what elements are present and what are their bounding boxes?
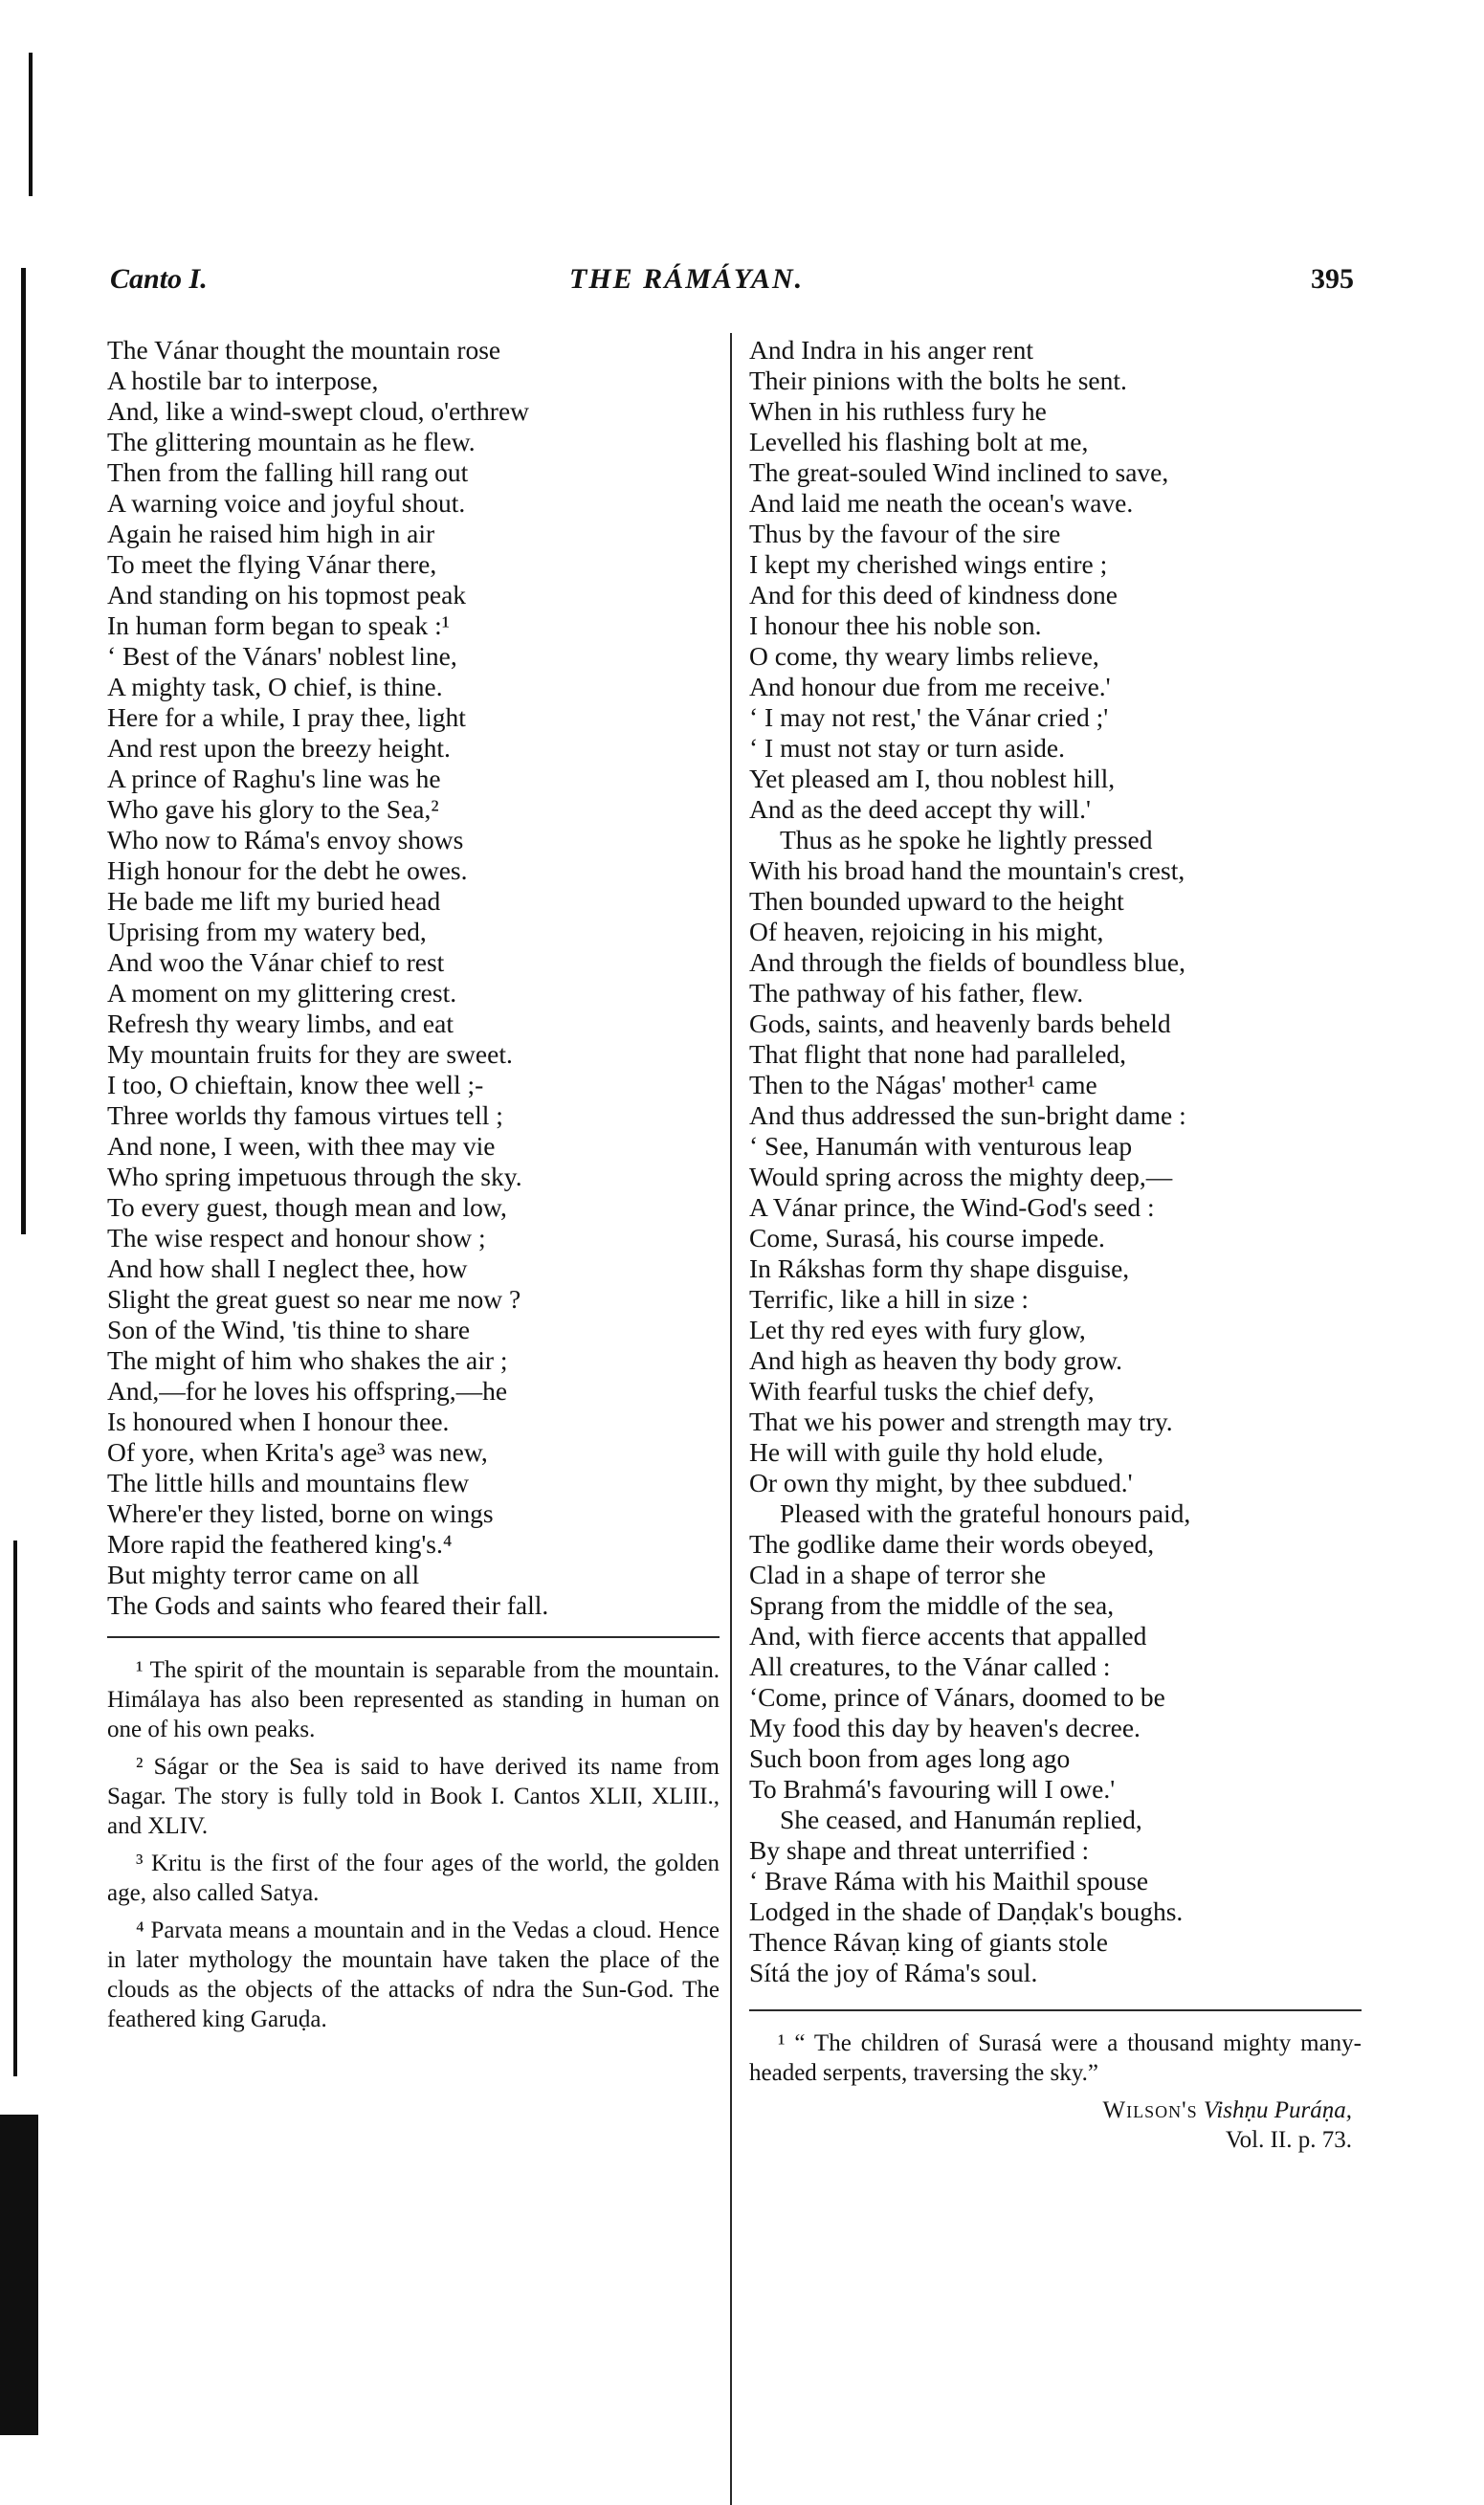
verse-line: That flight that none had paralleled, <box>749 1039 1127 1069</box>
verse-line: Pleased with the grateful honours paid, <box>780 1498 1191 1528</box>
verse-line: Here for a while, I pray thee, light <box>107 702 466 732</box>
verse-line: And Indra in his anger rent <box>749 335 1034 365</box>
verse-line: The great-souled Wind inclined to save, <box>749 457 1169 487</box>
verse-line: When in his ruthless fury he <box>749 396 1047 426</box>
verse-line: And laid me neath the ocean's wave. <box>749 488 1134 518</box>
verse-line: A prince of Raghu's line was he <box>107 764 441 793</box>
verse-line: More rapid the feathered king's.⁴ <box>107 1529 453 1559</box>
verse-line: In Rákshas form thy shape disguise, <box>749 1253 1130 1283</box>
verse-line: I kept my cherished wings entire ; <box>749 549 1108 579</box>
verse-line: ‘ See, Hanumán with venturous leap <box>749 1131 1133 1161</box>
verse-line: Uprising from my watery bed, <box>107 917 427 946</box>
verse-line: Three worlds thy famous virtues tell ; <box>107 1100 503 1130</box>
footnote: ⁴ Parvata means a mountain and in the Vedas a cloud. Hence in later mythology the mountain have taken the place of the clouds as the objects of the attacks of ndra the Sun-God. The feathered king Garuḍa. <box>107 1918 720 2032</box>
verse-line: Let thy red eyes with fury glow, <box>749 1315 1086 1344</box>
verse-line: High honour for the debt he owes. <box>107 855 468 885</box>
verse-line: Thus by the favour of the sire <box>749 519 1061 548</box>
verse-line: Again he raised him high in air <box>107 519 435 548</box>
right-footnote-rule <box>749 2009 1362 2011</box>
verse-line: ‘ I must not stay or turn aside. <box>749 733 1065 763</box>
verse-line: And rest upon the breezy height. <box>107 733 451 763</box>
verse-line: And standing on his topmost peak <box>107 580 467 610</box>
verse-line: To meet the flying Vánar there, <box>107 549 437 579</box>
verse-line: The might of him who shakes the air ; <box>107 1345 508 1375</box>
verse-line: The pathway of his father, flew. <box>749 978 1084 1008</box>
verse-line: Of heaven, rejoicing in his might, <box>749 917 1104 946</box>
verse-line: Thence Rávaṇ king of giants stole <box>749 1927 1108 1957</box>
verse-line: My mountain fruits for they are sweet. <box>107 1039 513 1069</box>
verse-line: Slight the great guest so near me now ? <box>107 1284 521 1314</box>
left-footnote-rule <box>107 1636 720 1638</box>
verse-line: Who now to Ráma's envoy shows <box>107 825 464 854</box>
verse-line: A warning voice and joyful shout. <box>107 488 466 518</box>
verse-line: Levelled his flashing bolt at me, <box>749 427 1089 456</box>
verse-line: And, like a wind-swept cloud, o'erthrew <box>107 396 530 426</box>
verse-line: And woo the Vánar chief to rest <box>107 947 445 977</box>
footnote-citation <box>749 2095 1362 2155</box>
verse-line: Would spring across the mighty deep,— <box>749 1162 1173 1191</box>
verse-line: A mighty task, O chief, is thine. <box>107 672 443 701</box>
verse-line: A moment on my glittering crest. <box>107 978 457 1008</box>
footnote: ¹ The spirit of the mountain is separable from the mountain. Himálaya has also been represented as standing in human on one of his own peaks. <box>107 1657 720 1742</box>
verse-line: And thus addressed the sun-bright dame : <box>749 1100 1186 1130</box>
citation-work: Vishṇu Puráṇa, <box>1203 2097 1352 2123</box>
verse-line: In human form began to speak :¹ <box>107 610 451 640</box>
verse-line: Their pinions with the bolts he sent. <box>749 366 1127 395</box>
verse-line: Is honoured when I honour thee. <box>107 1407 450 1436</box>
verse-line: The wise respect and honour show ; <box>107 1223 486 1252</box>
running-header <box>110 263 1354 301</box>
verse-line: The godlike dame their words obeyed, <box>749 1529 1155 1559</box>
verse-line: And honour due from me receive.' <box>749 672 1111 701</box>
scan-edge-block <box>0 2115 38 2435</box>
book-title: THE RÁMÁYAN. <box>569 263 805 295</box>
verse-line: Of yore, when Krita's age³ was new, <box>107 1437 488 1467</box>
verse-line: All creatures, to the Vánar called : <box>749 1652 1111 1681</box>
verse-line: With fearful tusks the chief defy, <box>749 1376 1095 1406</box>
verse-line: And,—for he loves his offspring,—he <box>107 1376 508 1406</box>
verse-line: She ceased, and Hanumán replied, <box>780 1805 1142 1834</box>
citation-volume: Vol. II. p. 73. <box>1225 2127 1352 2153</box>
verse-line: Or own thy might, by thee subdued.' <box>749 1468 1133 1497</box>
citation-author: Wilson's <box>1102 2097 1198 2123</box>
verse-line: Sítá the joy of Ráma's soul. <box>749 1958 1038 1987</box>
verse-line: Thus as he spoke he lightly pressed <box>780 825 1153 854</box>
page-number: 395 <box>1311 263 1354 295</box>
left-verse-block <box>107 335 720 1621</box>
left-footnotes <box>107 1655 720 2034</box>
verse-line: The Gods and saints who feared their fall. <box>107 1590 549 1620</box>
verse-line: Gods, saints, and heavenly bards beheld <box>749 1009 1171 1038</box>
footnote: ² Ságar or the Sea is said to have derived its name from Sagar. The story is fully told in Book I. Cantos XLII, XLIII., and XLIV. <box>107 1754 720 1839</box>
scan-edge-lower <box>13 1541 17 2076</box>
verse-line: Son of the Wind, 'tis thine to share <box>107 1315 471 1344</box>
verse-line: I honour thee his noble son. <box>749 610 1042 640</box>
verse-line: And as the deed accept thy will.' <box>749 794 1091 824</box>
verse-line: But mighty terror came on all <box>107 1560 420 1589</box>
verse-line: The glittering mountain as he flew. <box>107 427 476 456</box>
verse-line: ‘ Best of the Vánars' noblest line, <box>107 641 457 671</box>
verse-line: And, with fierce accents that appalled <box>749 1621 1147 1651</box>
verse-line: Who spring impetuous through the sky. <box>107 1162 522 1191</box>
verse-line: The Vánar thought the mountain rose <box>107 335 501 365</box>
verse-line: And through the fields of boundless blue, <box>749 947 1185 977</box>
verse-line: O come, thy weary limbs relieve, <box>749 641 1099 671</box>
verse-line: Refresh thy weary limbs, and eat <box>107 1009 454 1038</box>
verse-line: With his broad hand the mountain's crest, <box>749 855 1185 885</box>
verse-line: Then bounded upward to the height <box>749 886 1124 916</box>
verse-line: A hostile bar to interpose, <box>107 366 379 395</box>
verse-line: By shape and threat unterrified : <box>749 1835 1090 1865</box>
verse-line: ‘ I may not rest,' the Vánar cried ;' <box>749 702 1109 732</box>
scan-edge-top <box>29 53 33 196</box>
verse-line: I too, O chieftain, know thee well ;- <box>107 1070 484 1099</box>
verse-line: And none, I ween, with thee may vie <box>107 1131 496 1161</box>
verse-line: To every guest, though mean and low, <box>107 1192 507 1222</box>
verse-line: Come, Surasá, his course impede. <box>749 1223 1105 1252</box>
verse-line: Sprang from the middle of the sea, <box>749 1590 1115 1620</box>
verse-line: He will with guile thy hold elude, <box>749 1437 1104 1467</box>
verse-line: Where'er they listed, borne on wings <box>107 1498 494 1528</box>
verse-line: Who gave his glory to the Sea,² <box>107 794 439 824</box>
right-verse-block <box>749 335 1362 1988</box>
verse-line: ‘Come, prince of Vánars, doomed to be <box>749 1682 1165 1712</box>
footnote: ³ Kritu is the first of the four ages of the world, the golden age, also called Satya. <box>107 1851 720 1906</box>
verse-line: A Vánar prince, the Wind-God's seed : <box>749 1192 1155 1222</box>
right-footnote: ¹ “ The children of Surasá were a thousand mighty many-headed serpents, traversing the sky.” <box>749 2030 1362 2086</box>
scan-edge-middle <box>21 268 26 1234</box>
verse-line: To Brahmá's favouring will I owe.' <box>749 1774 1116 1804</box>
verse-line: Terrific, like a hill in size : <box>749 1284 1030 1314</box>
verse-line: ‘ Brave Ráma with his Maithil spouse <box>749 1866 1149 1895</box>
left-column <box>107 335 720 2042</box>
verse-line: Then from the falling hill rang out <box>107 457 469 487</box>
column-divider <box>730 333 732 2505</box>
verse-line: And for this deed of kindness done <box>749 580 1118 610</box>
verse-line: And high as heaven thy body grow. <box>749 1345 1123 1375</box>
verse-line: Clad in a shape of terror she <box>749 1560 1047 1589</box>
canto-label: Canto I. <box>110 263 208 295</box>
verse-line: The little hills and mountains flew <box>107 1468 470 1497</box>
verse-line: That we his power and strength may try. <box>749 1407 1173 1436</box>
verse-line: He bade me lift my buried head <box>107 886 441 916</box>
right-column <box>749 335 1362 2155</box>
verse-line: My food this day by heaven's decree. <box>749 1713 1141 1742</box>
verse-line: Such boon from ages long ago <box>749 1743 1071 1773</box>
verse-line: Then to the Nágas' mother¹ came <box>749 1070 1097 1099</box>
verse-line: Yet pleased am I, thou noblest hill, <box>749 764 1116 793</box>
verse-line: And how shall I neglect thee, how <box>107 1253 468 1283</box>
verse-line: Lodged in the shade of Daṇḍak's boughs. <box>749 1896 1184 1926</box>
